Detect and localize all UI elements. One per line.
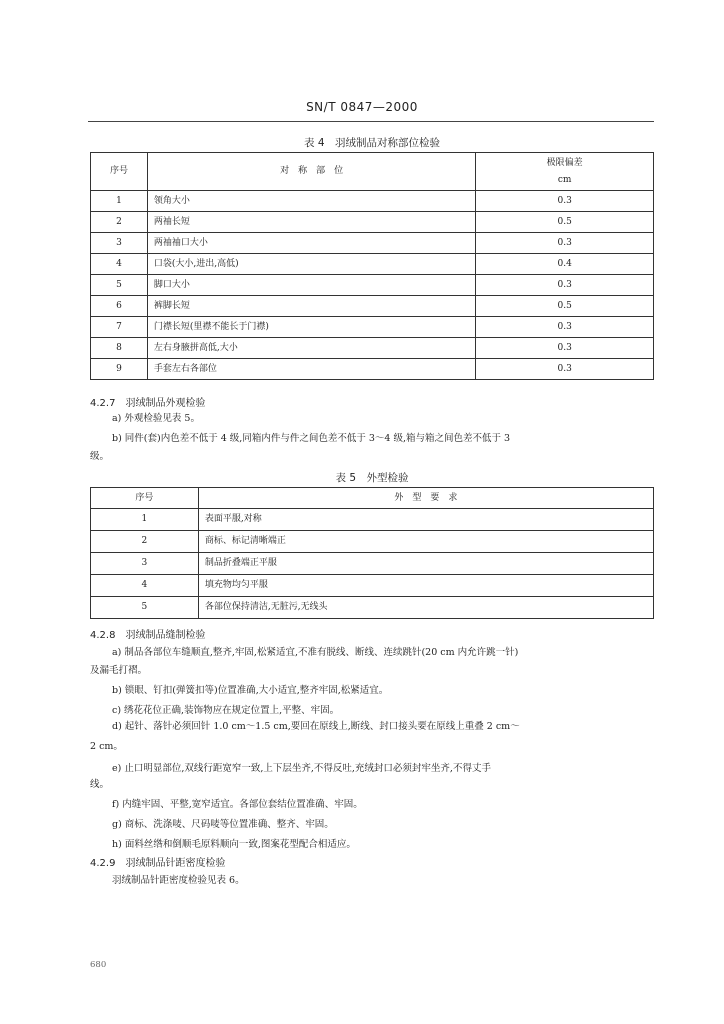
table4-row — [91, 191, 654, 212]
table4-cell-dev: 0.4 — [476, 254, 654, 275]
table4-header-part: 对 称 部 位 — [147, 153, 475, 191]
table4-row — [91, 233, 654, 254]
sec427-item-b-line1: b) 同件(套)内色差不低于 4 级,同箱内件与件之间色差不低于 3～4 级,箱与箱之间色差不低于 3 — [112, 433, 511, 444]
table4-cell-part: 口袋(大小,进出,高低) — [147, 254, 475, 275]
section-4-2-7-title: 4.2.7 羽绒制品外观检验 — [90, 398, 206, 409]
table5-cell-req: 商标、标记清晰端正 — [198, 531, 653, 553]
table4-cell-no: 7 — [91, 317, 148, 338]
table4-cell-dev: 0.3 — [476, 191, 654, 212]
table4-cell-no: 4 — [91, 254, 148, 275]
table4-cell-part: 领角大小 — [147, 191, 475, 212]
table4-cell-no: 8 — [91, 338, 148, 359]
table5-cell-no: 3 — [91, 553, 199, 575]
table4-cell-dev: 0.3 — [476, 338, 654, 359]
table5-row — [91, 597, 654, 619]
table4-cell-no: 6 — [91, 296, 148, 317]
page-number: 680 — [90, 960, 107, 970]
sec428-item-a-line2: 及漏毛打褶。 — [90, 665, 148, 676]
table4-header-deviation — [476, 153, 654, 191]
table4-row — [91, 317, 654, 338]
sec428-item-e-line1: e) 止口明显部位,双线行距宽窄一致,上下层坐齐,不得反吐,充绒封口必须封牢坐齐,不得丈手 — [112, 763, 491, 774]
table4-cell-dev: 0.5 — [476, 296, 654, 317]
table5-cell-no: 1 — [91, 509, 199, 531]
table4-row — [91, 296, 654, 317]
table4-cell-dev: 0.3 — [476, 275, 654, 296]
sec427-item-a: a) 外观检验见表 5。 — [112, 413, 200, 424]
table5-cell-req: 各部位保持清洁,无脏污,无线头 — [198, 597, 653, 619]
table4-header-no: 序号 — [91, 153, 148, 191]
table4-cell-part: 两袖长短 — [147, 212, 475, 233]
table5-row — [91, 509, 654, 531]
table4-cell-no: 5 — [91, 275, 148, 296]
table4-cell-no: 3 — [91, 233, 148, 254]
table5-cell-no: 5 — [91, 597, 199, 619]
standard-number-header: SN/T 0847—2000 — [306, 100, 418, 114]
sec428-item-d-line1: d) 起针、落针必须回针 1.0 cm～1.5 cm,要回在原线上,断线、封口接头要在原线上重叠 2 cm～ — [112, 721, 520, 732]
table4-row — [91, 359, 654, 380]
table4-cell-dev: 0.5 — [476, 212, 654, 233]
sec428-item-e-line2: 线。 — [90, 779, 110, 790]
table4-cell-no: 2 — [91, 212, 148, 233]
table5-cell-req: 填充物均匀平服 — [198, 575, 653, 597]
table5-cell-no: 4 — [91, 575, 199, 597]
table5-body — [91, 509, 654, 619]
sec428-item-g: g) 商标、洗涤唛、尺码唛等位置准确、整齐、牢固。 — [112, 819, 334, 830]
table4-row — [91, 275, 654, 296]
table4-row — [91, 338, 654, 359]
table5-row — [91, 575, 654, 597]
table4-row — [91, 212, 654, 233]
table4-cell-part: 脚口大小 — [147, 275, 475, 296]
table4-cell-part: 裤脚长短 — [147, 296, 475, 317]
section-4-2-9-title: 4.2.9 羽绒制品针距密度检验 — [90, 858, 226, 869]
sec428-item-h: h) 面料丝绺和倒顺毛原料顺向一致,图案花型配合相适应。 — [112, 839, 356, 850]
sec428-item-d-line2: 2 cm。 — [90, 741, 123, 752]
table4-row — [91, 254, 654, 275]
table5-header-req: 外 型 要 求 — [198, 488, 653, 509]
table4-cell-part: 门襟长短(里襟不能长于门襟) — [147, 317, 475, 338]
table4-cell-part: 手套左右各部位 — [147, 359, 475, 380]
table4-cell-dev: 0.3 — [476, 317, 654, 338]
section-4-2-8-title: 4.2.8 羽绒制品缝制检验 — [90, 630, 206, 641]
table4-cell-no: 1 — [91, 191, 148, 212]
header-rule — [88, 121, 654, 122]
table4-cell-dev: 0.3 — [476, 233, 654, 254]
sec428-item-a-line1: a) 制品各部位车缝顺直,整齐,牢固,松紧适宜,不准有脱线、断线、连续跳针(20 cm 内允许跳一针) — [112, 647, 519, 658]
table4-body — [91, 191, 654, 380]
table4-caption: 表 4 羽绒制品对称部位检验 — [303, 137, 441, 149]
table5-cell-req: 表面平服,对称 — [198, 509, 653, 531]
table5-appearance — [90, 487, 654, 619]
sec428-item-f: f) 内缝牢固、平整,宽窄适宜。各部位套结位置准确、牢固。 — [112, 799, 363, 810]
table5-cell-no: 2 — [91, 531, 199, 553]
table5-row — [91, 553, 654, 575]
table4-cell-dev: 0.3 — [476, 359, 654, 380]
table4-cell-part: 左右身腋拼高低,大小 — [147, 338, 475, 359]
table4-cell-no: 9 — [91, 359, 148, 380]
table5-cell-req: 制品折叠端正平服 — [198, 553, 653, 575]
sec427-item-b-line2: 级。 — [90, 451, 110, 462]
table4-header-unit: cm — [557, 174, 572, 185]
table4-header-deviation-label: 极限偏差 — [546, 157, 583, 168]
table4-cell-part: 两袖袖口大小 — [147, 233, 475, 254]
sec428-item-c: c) 绣花花位正确,装饰物应在规定位置上,平整、牢固。 — [112, 705, 340, 716]
table5-row — [91, 531, 654, 553]
sec429-text: 羽绒制品针距密度检验见表 6。 — [112, 875, 245, 886]
table4-symmetric-parts — [90, 152, 654, 380]
table5-header-no: 序号 — [91, 488, 199, 509]
sec428-item-b: b) 锁眼、钉扣(弹簧扣等)位置准确,大小适宜,整齐牢固,松紧适宜。 — [112, 685, 389, 696]
table5-caption: 表 5 外型检验 — [335, 472, 409, 484]
